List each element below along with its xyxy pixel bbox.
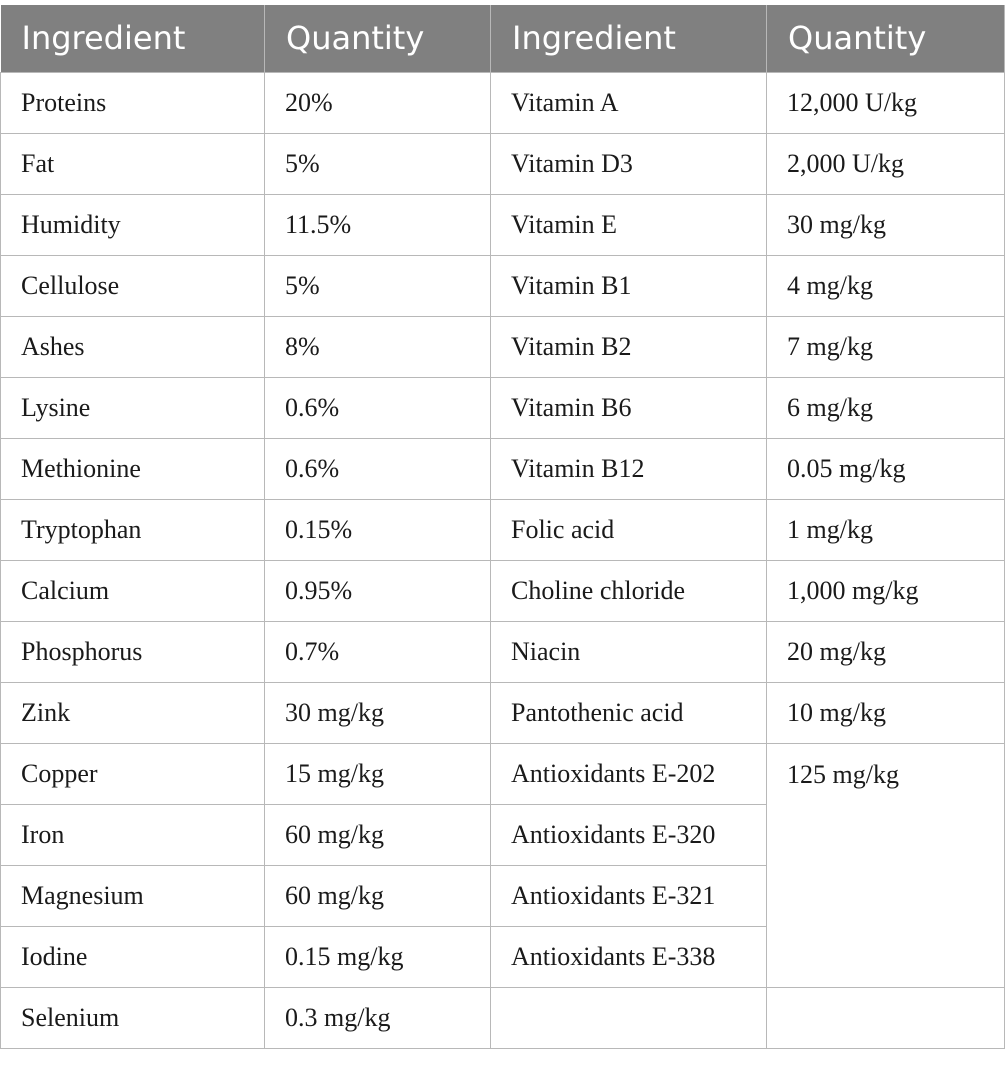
ingredient-cell: Tryptophan [1, 499, 265, 560]
quantity-cell: 0.3 mg/kg [265, 987, 491, 1048]
ingredient-cell: Vitamin B1 [491, 255, 767, 316]
quantity-cell: 5% [265, 133, 491, 194]
ingredient-cell: Antioxidants E-202 [491, 743, 767, 804]
ingredient-cell: Choline chloride [491, 560, 767, 621]
ingredient-cell: Vitamin E [491, 194, 767, 255]
quantity-cell: 60 mg/kg [265, 865, 491, 926]
quantity-cell: 0.15 mg/kg [265, 926, 491, 987]
quantity-cell: 6 mg/kg [767, 377, 1005, 438]
quantity-cell: 30 mg/kg [767, 194, 1005, 255]
ingredient-cell: Phosphorus [1, 621, 265, 682]
ingredient-cell: Magnesium [1, 865, 265, 926]
quantity-cell: 12,000 U/kg [767, 72, 1005, 133]
quantity-cell: 4 mg/kg [767, 255, 1005, 316]
ingredient-cell: Zink [1, 682, 265, 743]
ingredient-cell: Antioxidants E-338 [491, 926, 767, 987]
table-row [1, 621, 1005, 682]
quantity-cell: 2,000 U/kg [767, 133, 1005, 194]
table-row [1, 438, 1005, 499]
quantity-cell: 60 mg/kg [265, 804, 491, 865]
quantity-cell-merged: 125 mg/kg [767, 743, 1005, 987]
ingredient-cell: Iodine [1, 926, 265, 987]
header-ingredient-2: Ingredient [491, 5, 767, 72]
ingredient-cell [491, 987, 767, 1048]
ingredient-cell: Proteins [1, 72, 265, 133]
table-row [1, 499, 1005, 560]
ingredient-cell: Cellulose [1, 255, 265, 316]
quantity-cell: 7 mg/kg [767, 316, 1005, 377]
table-row [1, 316, 1005, 377]
ingredient-cell: Lysine [1, 377, 265, 438]
ingredient-cell: Selenium [1, 987, 265, 1048]
ingredient-cell: Vitamin B2 [491, 316, 767, 377]
table-row [1, 377, 1005, 438]
ingredient-cell: Antioxidants E-320 [491, 804, 767, 865]
quantity-cell: 11.5% [265, 194, 491, 255]
table-row [1, 72, 1005, 133]
ingredients-table [0, 5, 1005, 1049]
table-row [1, 743, 1005, 804]
quantity-cell: 5% [265, 255, 491, 316]
table-row [1, 560, 1005, 621]
header-row [1, 5, 1005, 72]
quantity-cell: 0.6% [265, 438, 491, 499]
header-quantity-2: Quantity [767, 5, 1005, 72]
quantity-cell: 15 mg/kg [265, 743, 491, 804]
quantity-cell: 0.15% [265, 499, 491, 560]
quantity-cell: 20 mg/kg [767, 621, 1005, 682]
header-quantity-1: Quantity [265, 5, 491, 72]
ingredient-cell: Vitamin A [491, 72, 767, 133]
quantity-cell: 0.6% [265, 377, 491, 438]
ingredient-cell: Folic acid [491, 499, 767, 560]
table-row [1, 987, 1005, 1048]
ingredient-cell: Vitamin D3 [491, 133, 767, 194]
ingredient-cell: Fat [1, 133, 265, 194]
table-row [1, 255, 1005, 316]
quantity-cell: 8% [265, 316, 491, 377]
quantity-cell: 1,000 mg/kg [767, 560, 1005, 621]
ingredient-cell: Humidity [1, 194, 265, 255]
table-row [1, 194, 1005, 255]
ingredient-cell: Vitamin B12 [491, 438, 767, 499]
quantity-cell: 20% [265, 72, 491, 133]
quantity-cell: 0.05 mg/kg [767, 438, 1005, 499]
table-row [1, 682, 1005, 743]
ingredient-cell: Methionine [1, 438, 265, 499]
ingredient-cell: Pantothenic acid [491, 682, 767, 743]
quantity-cell: 0.7% [265, 621, 491, 682]
quantity-cell: 10 mg/kg [767, 682, 1005, 743]
ingredient-cell: Calcium [1, 560, 265, 621]
ingredient-cell: Antioxidants E-321 [491, 865, 767, 926]
quantity-cell [767, 987, 1005, 1048]
table-row [1, 133, 1005, 194]
ingredient-cell: Iron [1, 804, 265, 865]
header-ingredient-1: Ingredient [1, 5, 265, 72]
ingredient-cell: Ashes [1, 316, 265, 377]
quantity-cell: 1 mg/kg [767, 499, 1005, 560]
quantity-cell: 30 mg/kg [265, 682, 491, 743]
ingredient-cell: Vitamin B6 [491, 377, 767, 438]
ingredient-cell: Copper [1, 743, 265, 804]
quantity-cell: 0.95% [265, 560, 491, 621]
ingredient-cell: Niacin [491, 621, 767, 682]
